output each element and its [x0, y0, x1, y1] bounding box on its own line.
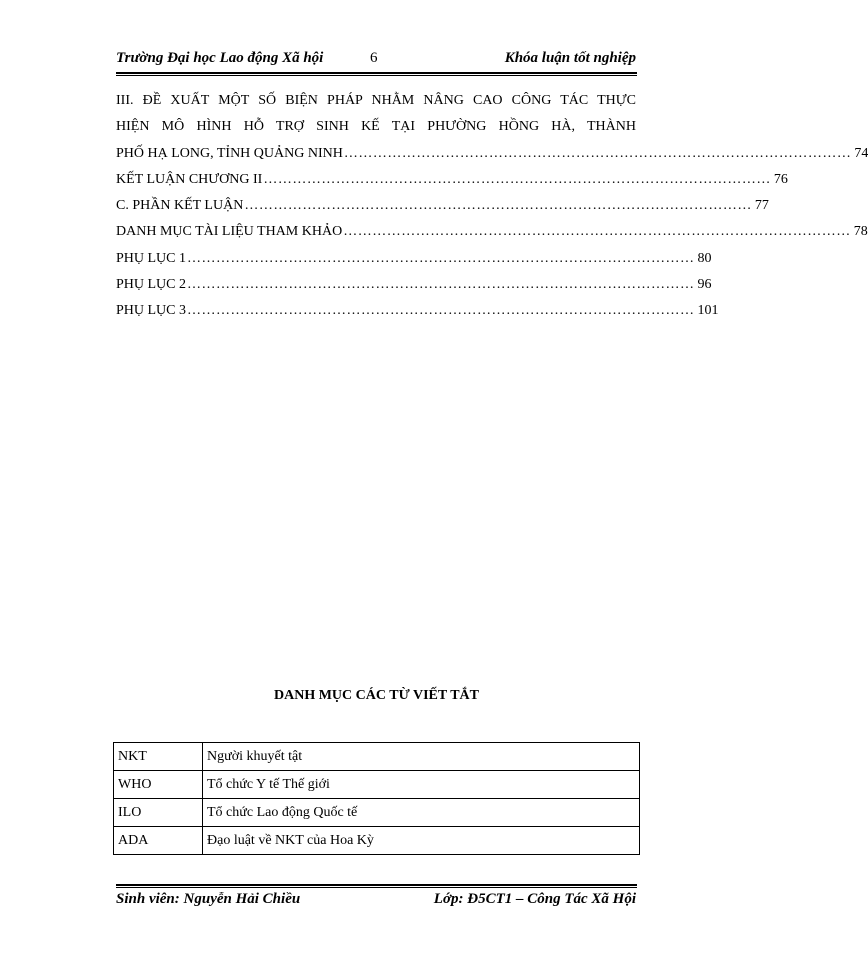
header-rule: [116, 72, 637, 74]
table-row: [114, 799, 640, 827]
toc-page: 76: [773, 171, 788, 187]
toc-title: DANH MỤC TÀI LIỆU THAM KHẢO: [116, 224, 343, 240]
toc-title: PHỤ LỤC 1: [116, 250, 187, 266]
table-row: [114, 743, 640, 771]
abbr-cell: NKT: [114, 743, 203, 771]
toc-section3-line1: [116, 88, 636, 114]
footer-rule-thin: [116, 887, 637, 888]
toc-item[interactable]: [116, 272, 712, 298]
toc-title: PHỤ LỤC 3: [116, 303, 187, 319]
meaning-cell: Đạo luật về NKT của Hoa Kỳ: [203, 827, 640, 855]
toc-title: PHỐ HẠ LONG, TỈNH QUẢNG NINH: [116, 145, 343, 161]
toc-item[interactable]: [116, 219, 868, 245]
toc-leader-dots: ……………………………………………………………………………………………: [343, 145, 852, 161]
toc-page: 78: [853, 224, 868, 240]
toc-leader-dots: ……………………………………………………………………………………………: [187, 303, 695, 319]
toc-page: 77: [754, 198, 769, 214]
toc-page: 74: [854, 145, 868, 161]
meaning-cell: Tổ chức Y tế Thế giới: [203, 771, 640, 799]
header-rule-thin: [116, 75, 637, 76]
toc-section3-line3[interactable]: [116, 141, 868, 167]
toc-leader-dots: ……………………………………………………………………………………………: [187, 250, 695, 266]
toc-text: HIỆN MÔ HÌNH HỖ TRỢ SINH KẾ TẠI PHƯỜNG HỒNG HÀ, THÀNH: [116, 119, 636, 135]
table-row: [114, 827, 640, 855]
toc-item[interactable]: [116, 167, 788, 193]
toc-item[interactable]: [116, 193, 769, 219]
page-number: 6: [370, 50, 378, 66]
table-of-contents: [116, 88, 868, 325]
abbr-cell: WHO: [114, 771, 203, 799]
abbreviations-table: [113, 742, 640, 855]
page-header: [116, 46, 636, 68]
abbr-cell: ILO: [114, 799, 203, 827]
table-row: [114, 771, 640, 799]
page-footer: [116, 891, 636, 913]
toc-page: 101: [697, 303, 719, 319]
toc-title: PHỤ LỤC 2: [116, 277, 187, 293]
footer-rule: [116, 884, 637, 886]
toc-leader-dots: ……………………………………………………………………………………………: [343, 224, 851, 240]
footer-class: Lớp: Đ5CT1 – Công Tác Xã Hội: [433, 891, 636, 907]
toc-section3-line2: [116, 114, 636, 140]
toc-title: C. PHẦN KẾT LUẬN: [116, 198, 244, 214]
toc-item[interactable]: [116, 298, 719, 324]
abbreviations-title: DANH MỤC CÁC TỪ VIẾT TẮT: [274, 688, 479, 703]
toc-item[interactable]: [116, 246, 712, 272]
toc-text: III. ĐỀ XUẤT MỘT SỐ BIỆN PHÁP NHẰM NÂNG CAO CÔNG TÁC THỰC: [116, 93, 636, 108]
toc-leader-dots: ……………………………………………………………………………………………: [244, 198, 752, 214]
toc-leader-dots: ……………………………………………………………………………………………: [187, 277, 695, 293]
toc-page: 96: [697, 277, 712, 293]
meaning-cell: Tổ chức Lao động Quốc tế: [203, 799, 640, 827]
meaning-cell: Người khuyết tật: [203, 743, 640, 771]
toc-page: 80: [697, 250, 712, 266]
abbr-cell: ADA: [114, 827, 203, 855]
toc-title: KẾT LUẬN CHƯƠNG II: [116, 171, 263, 187]
header-doc-type: Khóa luận tốt nghiệp: [504, 50, 636, 66]
footer-student: Sinh viên: Nguyễn Hải Chiều: [116, 891, 301, 907]
header-school: Trường Đại học Lao động Xã hội: [116, 50, 324, 66]
toc-leader-dots: ……………………………………………………………………………………………: [263, 171, 771, 187]
